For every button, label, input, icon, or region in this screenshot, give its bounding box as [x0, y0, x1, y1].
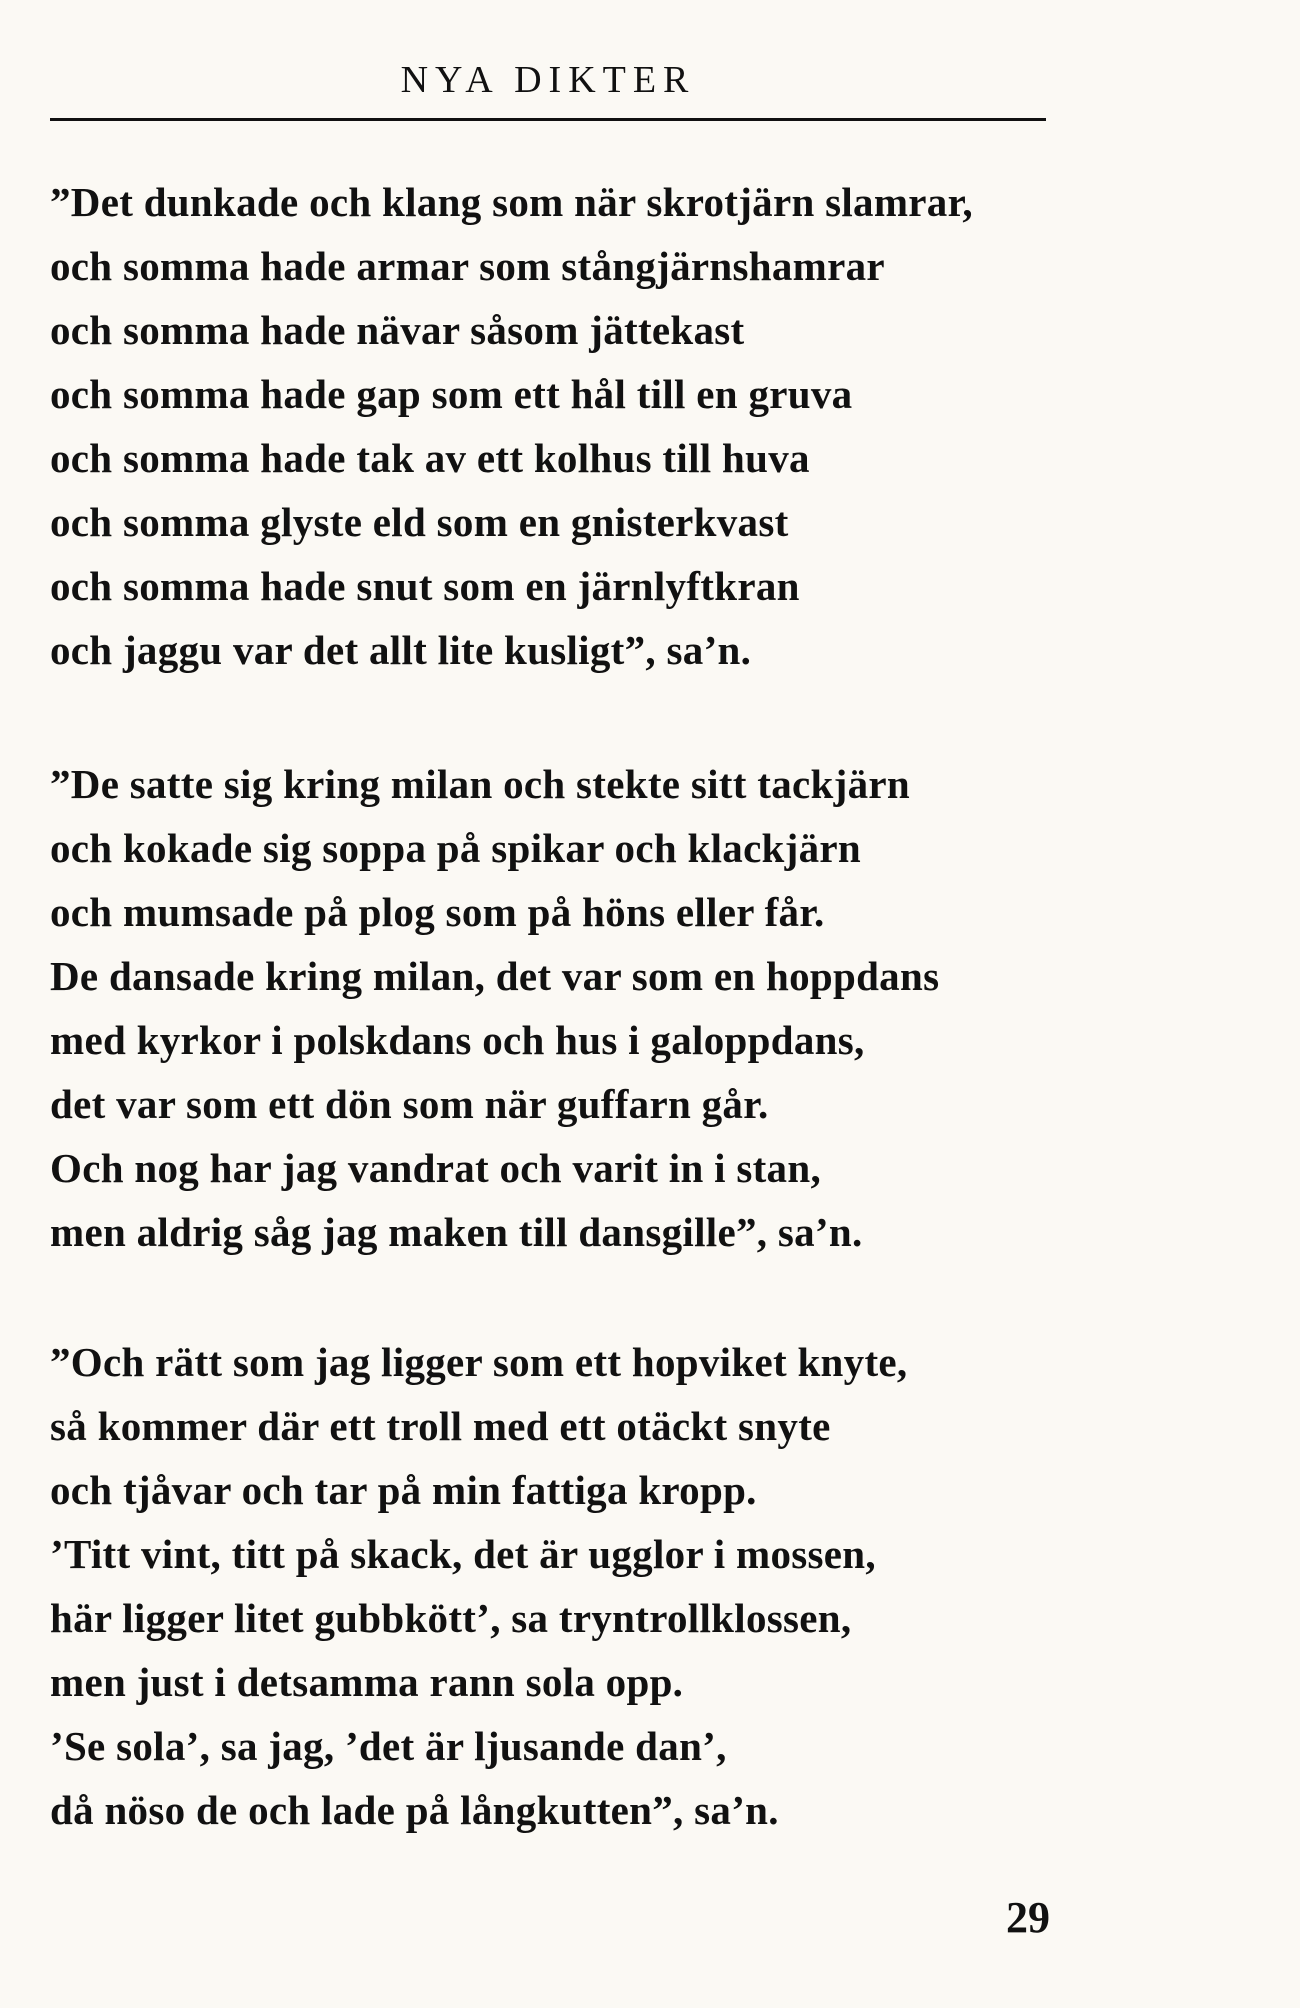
verse-line: De dansade kring milan, det var som en hoppdans	[50, 953, 940, 999]
stanza-2	[50, 752, 1110, 1264]
verse-line: och somma hade tak av ett kolhus till huva	[50, 435, 810, 481]
verse-line: och kokade sig soppa på spikar och klackjärn	[50, 825, 862, 871]
verse-line: och somma hade nävar såsom jättekast	[50, 307, 745, 353]
verse-line: och somma hade gap som ett hål till en gruva	[50, 371, 853, 417]
verse-line: ’Titt vint, titt på skack, det är ugglor i mossen,	[50, 1531, 876, 1577]
verse-line: då nöso de och lade på långkutten”, sa’n.	[50, 1787, 779, 1833]
verse-line: Och nog har jag vandrat och varit in i stan,	[50, 1145, 821, 1191]
verse-line: så kommer där ett troll med ett otäckt snyte	[50, 1403, 831, 1449]
verse-line: och somma hade snut som en järnlyftkran	[50, 563, 800, 609]
verse-line: men just i detsamma rann sola opp.	[50, 1659, 684, 1705]
running-head: NYA DIKTER	[400, 59, 696, 101]
verse-line: och mumsade på plog som på höns eller får.	[50, 889, 825, 935]
verse-line: men aldrig såg jag maken till dansgille”, sa’n.	[50, 1209, 863, 1255]
verse-line: och tjåvar och tar på min fattiga kropp.	[50, 1467, 757, 1513]
verse-line: ’Se sola’, sa jag, ’det är ljusande dan’,	[50, 1723, 727, 1769]
stanza-1	[50, 170, 1110, 682]
verse-line: det var som ett dön som när guffarn går.	[50, 1081, 769, 1127]
verse-line: och somma hade armar som stångjärnshamrar	[50, 243, 885, 289]
verse-line: ”Och rätt som jag ligger som ett hopviket knyte,	[50, 1339, 908, 1385]
header-rule	[50, 118, 1046, 121]
page-number: 29	[1006, 1893, 1050, 1942]
verse-line: med kyrkor i polskdans och hus i galoppdans,	[50, 1017, 865, 1063]
verse-line: här ligger litet gubbkött’, sa tryntrollklossen,	[50, 1595, 852, 1641]
verse-line: och jaggu var det allt lite kusligt”, sa’n.	[50, 627, 752, 673]
stanza-3	[50, 1330, 1110, 1842]
verse-line: ”Det dunkade och klang som när skrotjärn slamrar,	[50, 179, 973, 225]
verse-line: ”De satte sig kring milan och stekte sitt tackjärn	[50, 761, 910, 807]
verse-line: och somma glyste eld som en gnisterkvast	[50, 499, 789, 545]
